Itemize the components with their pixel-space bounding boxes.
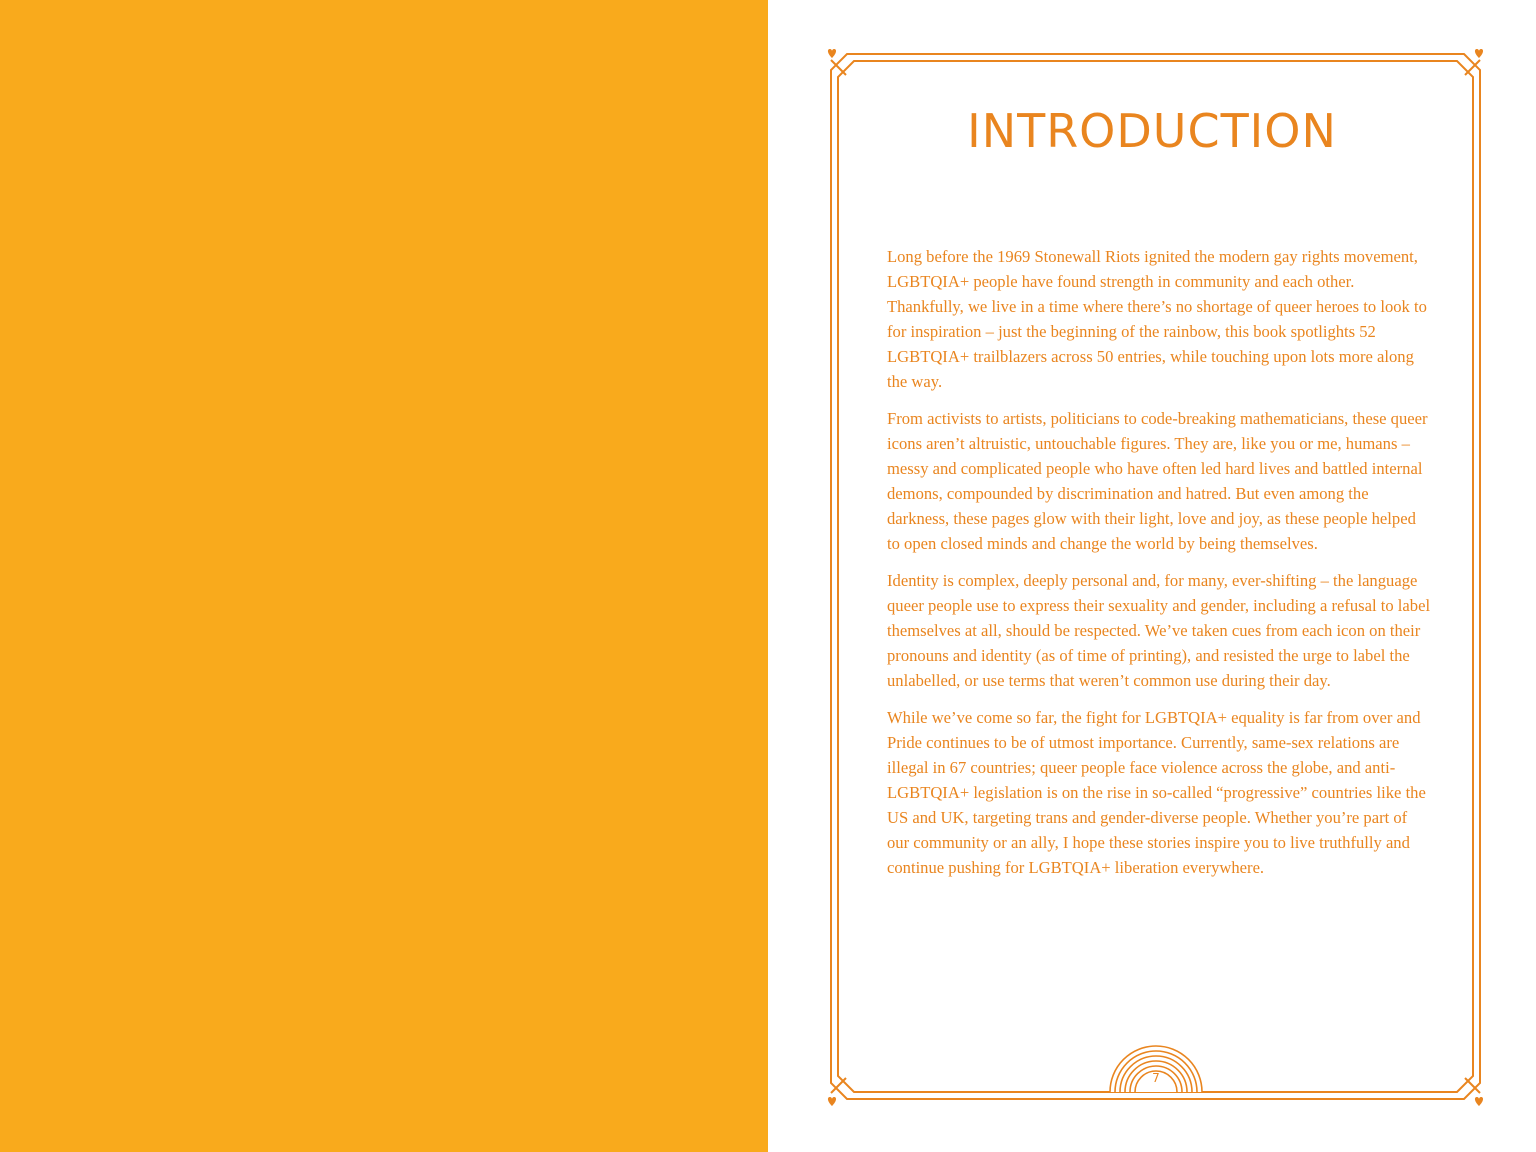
heart-icon [1475,49,1483,58]
introduction-body [887,244,1432,892]
page-title: INTRODUCTION [967,104,1337,158]
rainbow-arc-icon [1110,1046,1202,1092]
heart-icon [828,1097,836,1106]
paragraph: Identity is complex, deeply personal and, for many, ever-shifting – the language queer people use to express their sexuality and gender, including a refusal to label themselves at all, should be respected. We’ve taken cues from each icon on their pronouns and identity (as of time of printing), and resisted the urge to label the unlabelled, or use terms that weren’t common use during their day. [887,571,1431,690]
heart-icon [828,49,836,58]
paragraph: Long before the 1969 Stonewall Riots ignited the modern gay rights movement, LGBTQIA+ people have found strength in community and each other. Thankfully, we live in a time where there’s no shortage of queer heroes to look to for inspiration – just the beginning of the rainbow, this book spotlights 52 LGBTQIA+ trailblazers across 50 entries, while touching upon lots more along the way. [887,247,1427,391]
page-number: 7 [1152,1071,1160,1085]
heart-icon [1475,1097,1483,1106]
paragraph: While we’ve come so far, the fight for LGBTQIA+ equality is far from over and Pride continues to be of utmost importance. Currently, same-sex relations are illegal in 67 countries; queer people face violence across the globe, and anti-LGBTQIA+ legislation is on the rise in so-called “progressive” countries like the US and UK, targeting trans and gender-diverse people. Whether you’re part of our community or an ally, I hope these stories inspire you to live truthfully and continue pushing for LGBTQIA+ liberation everywhere. [887,708,1426,877]
right-page [768,0,1536,1152]
paragraph: From activists to artists, politicians to code-breaking mathematicians, these queer icons aren’t altruistic, untouchable figures. They are, like you or me, humans – messy and complicated people who have often led hard lives and battled internal demons, compounded by discrimination and hatred. But even among the darkness, these pages glow with their light, love and joy, as these people helped to open closed minds and change the world by being themselves. [887,409,1428,553]
